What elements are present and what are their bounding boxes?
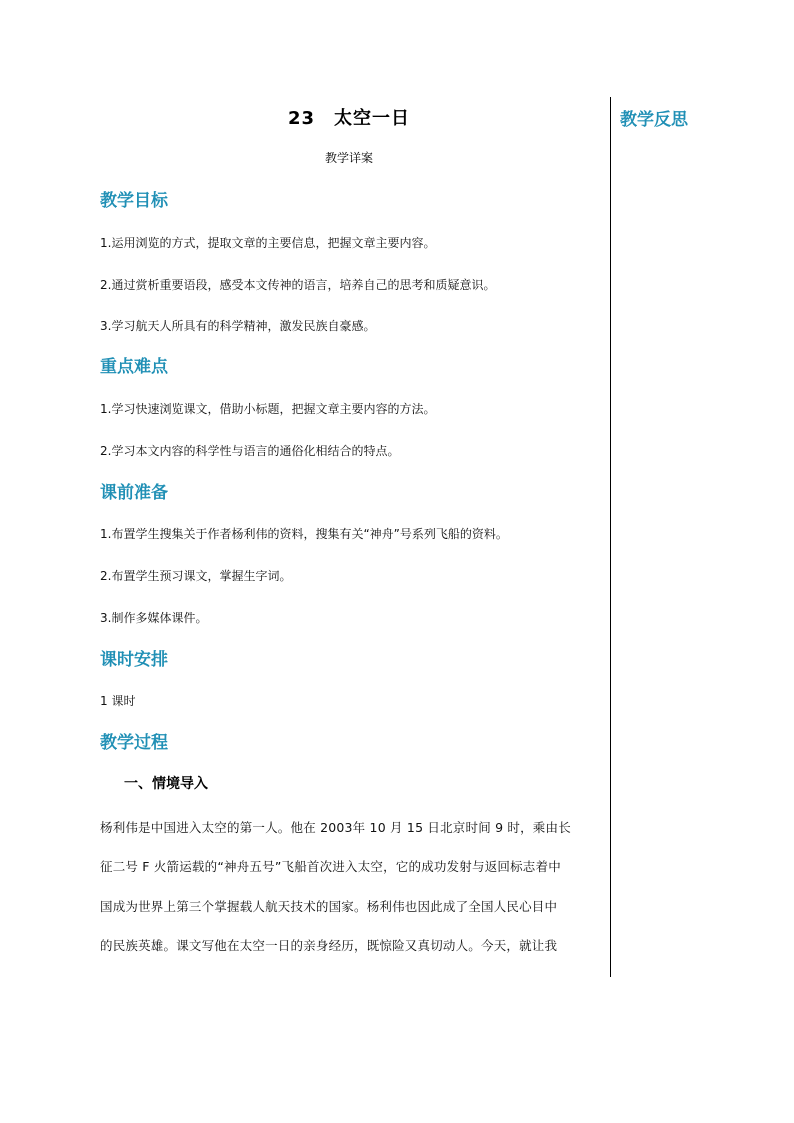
intro-paragraph-line: 国成为世界上第三个掌握载人航天技术的国家。杨利伟也因此成了全国人民心目中 <box>100 899 558 914</box>
section-heading-goals: 教学目标 <box>100 191 168 211</box>
intro-paragraph-line: 的民族英雄。课文写他在太空一日的亲身经历，既惊险又真切动人。今天，就让我 <box>100 938 558 953</box>
section-heading-schedule: 课时安排 <box>100 650 168 670</box>
goal-item: 1.运用浏览的方式，提取文章的主要信息，把握文章主要内容。 <box>100 236 436 250</box>
section-heading-key-points: 重点难点 <box>100 357 168 377</box>
section-heading-preparation: 课前准备 <box>100 483 168 503</box>
process-subheading: 一、情境导入 <box>124 776 208 792</box>
key-point-item: 2.学习本文内容的科学性与语言的通俗化相结合的特点。 <box>100 444 400 458</box>
page-title: 23 太空一日 <box>288 108 411 129</box>
key-point-item: 1.学习快速浏览课文，借助小标题，把握文章主要内容的方法。 <box>100 402 436 416</box>
page-subtitle: 教学详案 <box>325 151 374 165</box>
reflection-heading: 教学反思 <box>620 110 688 130</box>
intro-paragraph-line: 征二号 F 火箭运载的“神舟五号”飞船首次进入太空，它的成功发射与返回标志着中 <box>100 859 561 874</box>
schedule-item: 1 课时 <box>100 694 136 708</box>
preparation-item: 3.制作多媒体课件。 <box>100 611 208 625</box>
preparation-item: 1.布置学生搜集关于作者杨利伟的资料，搜集有关“神舟”号系列飞船的资料。 <box>100 527 508 541</box>
goal-item: 2.通过赏析重要语段，感受本文传神的语言，培养自己的思考和质疑意识。 <box>100 278 496 292</box>
goal-item: 3.学习航天人所具有的科学精神，激发民族自豪感。 <box>100 319 376 333</box>
section-heading-process: 教学过程 <box>100 733 168 753</box>
preparation-item: 2.布置学生预习课文，掌握生字词。 <box>100 569 292 583</box>
intro-paragraph-line: 杨利伟是中国进入太空的第一人。他在 2003年 10 月 15 日北京时间 9 时，乘由长 <box>100 820 571 835</box>
column-divider <box>610 97 611 977</box>
